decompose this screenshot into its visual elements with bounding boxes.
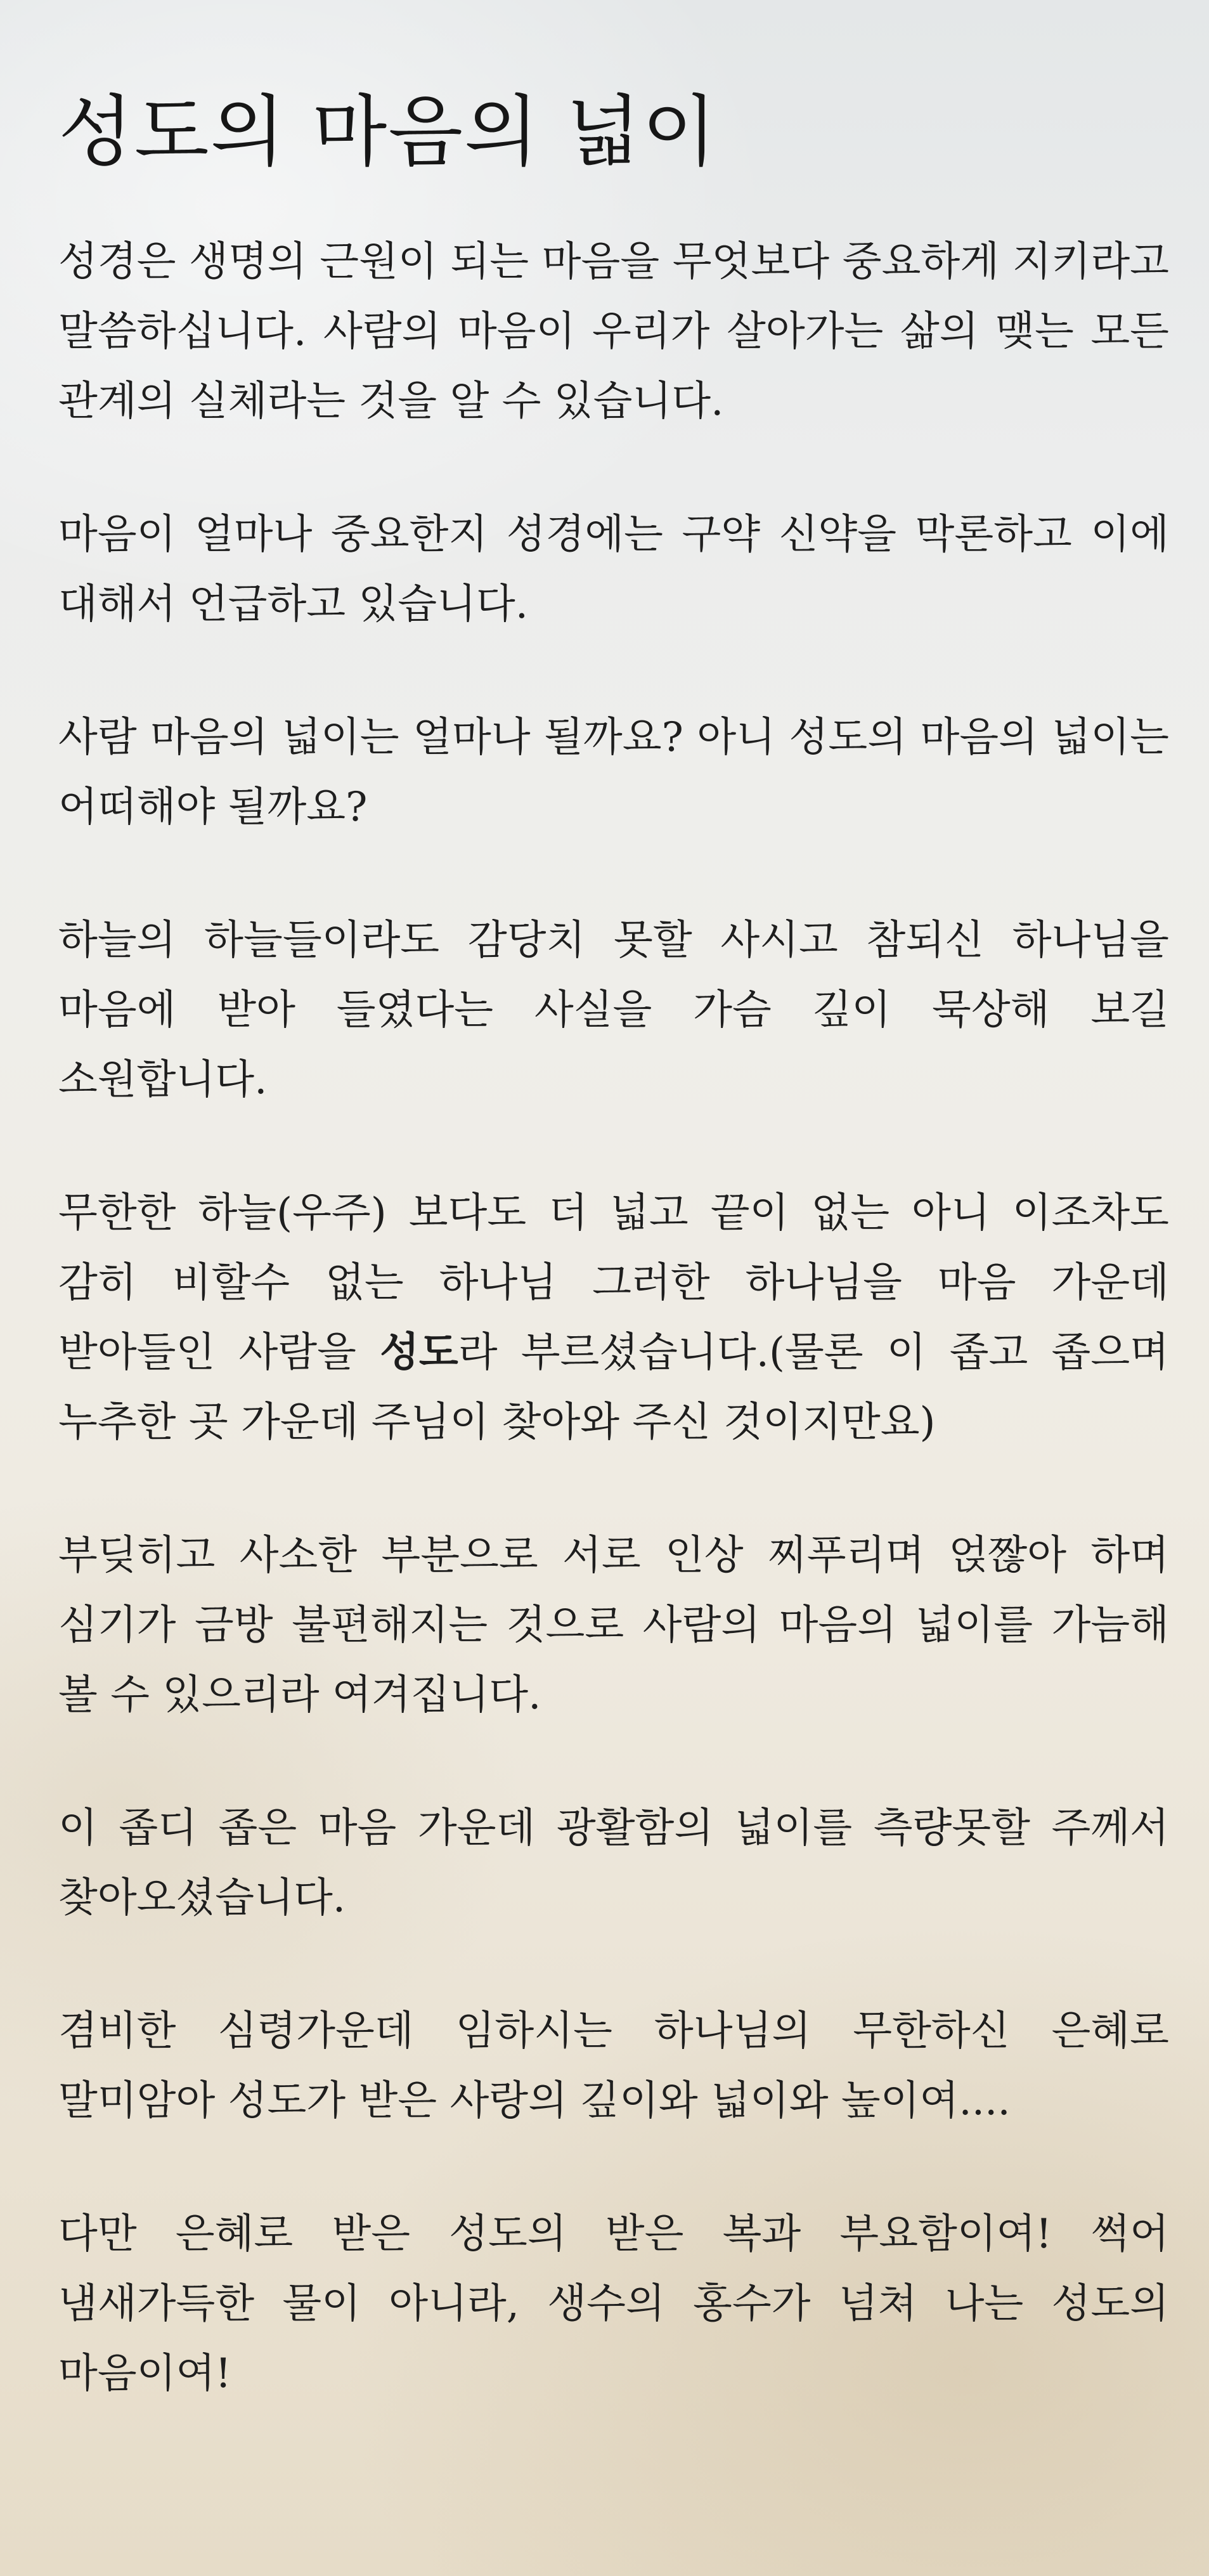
paragraph-5-text-after: 라 부르셨습니다.(물론 이 좁고 좁으며 누추한 곳 가운데 주님이 찾아와 주신 것이지만요) — [58, 1329, 1169, 1446]
paragraph-7: 이 좁디 좁은 마음 가운데 광활함의 넓이를 측량못할 주께서 찾아오셨습니다. — [58, 1805, 1169, 1922]
article-body — [58, 227, 1169, 2409]
page-title: 성도의 마음의 넓이 — [58, 87, 718, 177]
paragraph-1: 성경은 생명의 근원이 되는 마음을 무엇보다 중요하게 지키라고 말씀하십니다. 사람의 마음이 우리가 살아가는 삶의 맺는 모든 관계의 실체라는 것을 알 수 있습니다. — [58, 238, 1169, 425]
paragraph-4: 하늘의 하늘들이라도 감당치 못할 사시고 참되신 하나님을 마음에 받아 들였다는 사실을 가슴 깊이 묵상해 보길 소원합니다. — [58, 917, 1169, 1103]
paragraph-5-text-before: 무한한 하늘(우주) 보다도 더 넓고 끝이 없는 아니 이조차도 감히 비할수 없는 하나님 그러한 하나님을 마음 가운데 받아들인 사람을 — [58, 1190, 1169, 1376]
paragraph-5 — [58, 1178, 1169, 1457]
paragraph-3: 사람 마음의 넓이는 얼마나 될까요? 아니 성도의 마음의 넓이는 어떠해야 될까요? — [58, 714, 1169, 831]
paragraph-9: 다만 은혜로 받은 성도의 받은 복과 부요함이여! 썩어 냄새가득한 물이 아니라, 생수의 홍수가 넘쳐 나는 성도의 마음이여! — [58, 2211, 1169, 2397]
emphasis-seongdo: 성도 — [380, 1329, 458, 1376]
paragraph-6: 부딪히고 사소한 부분으로 서로 인상 찌푸리며 얹짢아 하며 심기가 금방 불편해지는 것으로 사람의 마음의 넓이를 가늠해 볼 수 있으리라 여겨집니다. — [58, 1532, 1169, 1719]
paragraph-2: 마음이 얼마나 중요한지 성경에는 구약 신약을 막론하고 이에 대해서 언급하고 있습니다. — [58, 511, 1169, 628]
paragraph-8: 겸비한 심령가운데 임하시는 하나님의 무한하신 은혜로 말미암아 성도가 받은 사랑의 깊이와 넓이와 높이여.... — [58, 2008, 1169, 2124]
